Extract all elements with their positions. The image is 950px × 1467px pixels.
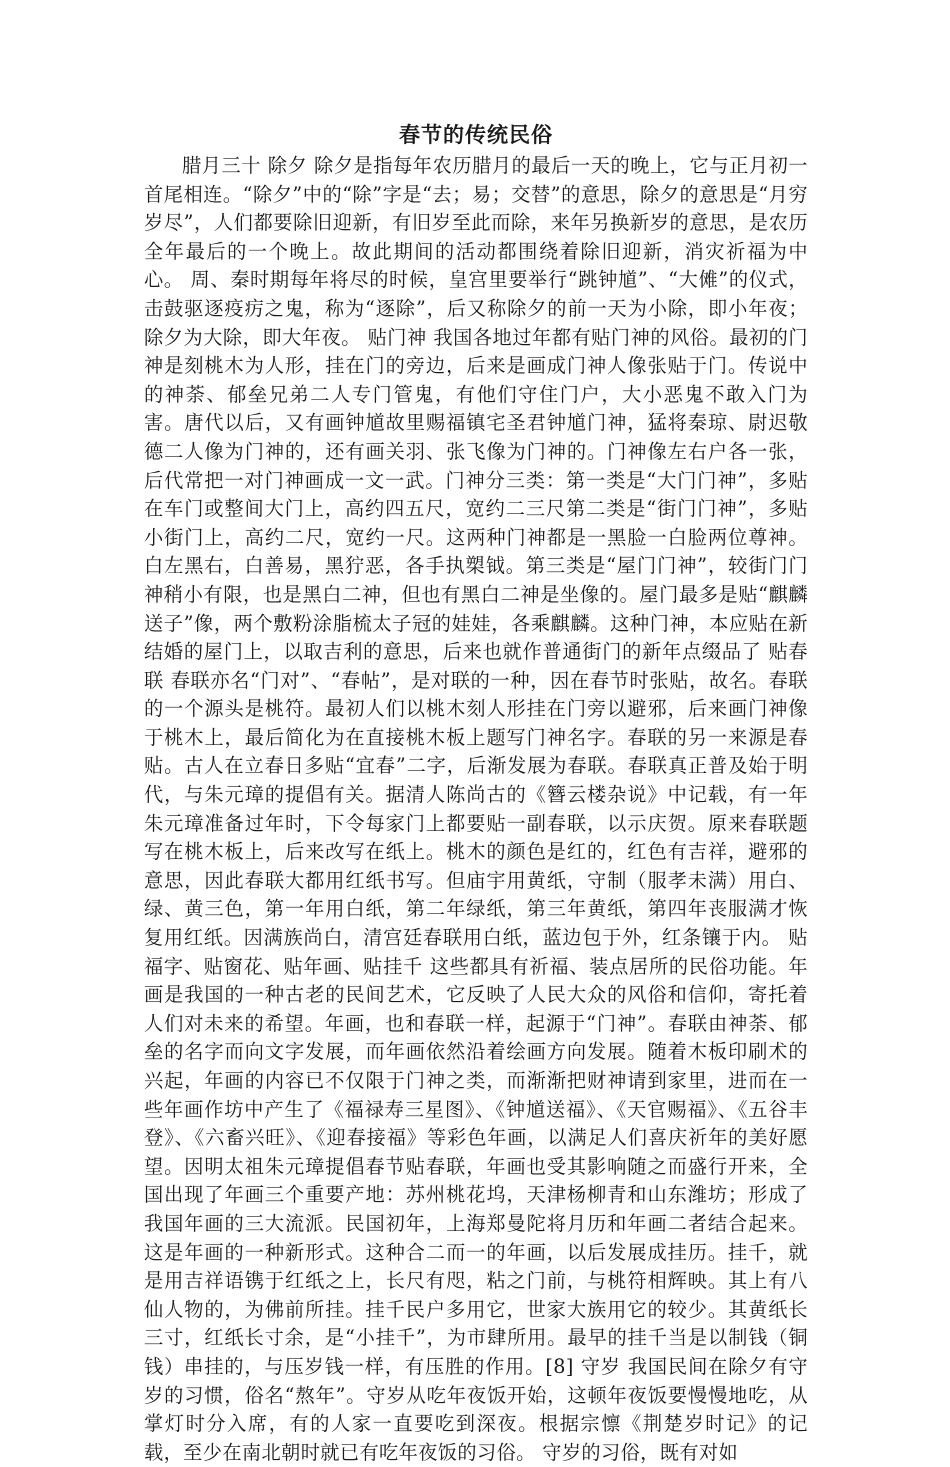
document-page (144, 118, 808, 1467)
document-title: 春节的传统民俗 (399, 122, 553, 147)
document-body: 腊月三十 除夕 除夕是指每年农历腊月的最后一天的晚上，它与正月初一首尾相连。“除夕”中的“除”字是“去；易；交替”的意思，除夕的意思是“月穷岁尽”，人们都要除旧迎新，有旧岁至此而除，来年另换新岁的意思，是农历全年最后的一个晚上。故此期间的活动都围绕着除旧迎新，消灾祈福为中心。 周、秦时期每年将尽的时候，皇宫里要举行“跳钟馗”、“大傩”的仪式，击鼓驱逐疫疠之鬼，称为“逐除”，后又称除夕的前一天为小除，即小年夜；除夕为大除，即大年夜。 贴门神 我国各地过年都有贴门神的风俗。最初的门神是刻桃木为人形，挂在门的旁边，后来是画成门神人像张贴于门。传说中的神荼、郁垒兄弟二人专门管鬼，有他们守住门户，大小恶鬼不敢入门为害。唐代以后，又有画钟馗故里赐福镇宅圣君钟馗门神，猛将秦琼、尉迟敬德二人像为门神的，还有画关羽、张飞像为门神的。门神像左右户各一张，后代常把一对门神画成一文一武。门神分三类：第一类是“大门门神”，多贴在车门或整间大门上，高约四五尺，宽约二三尺第二类是“街门门神”，多贴小街门上，高约二尺，宽约一尺。这两种门神都是一黑脸一白脸两位尊神。白左黑右，白善易，黑狞恶，各手执槊钺。第三类是“屋门门神”，较街门门神稍小有限，也是黑白二神，但也有黑白二神是坐像的。屋门最多是贴“麒麟送子”像，两个敷粉涂脂梳太子冠的娃娃，各乘麒麟。这种门神，本应贴在新结婚的屋门上，以取吉利的意思，后来也就作普通街门的新年点缀品了 贴春联 春联亦名“门对”、“春帖”，是对联的一种，因在春节时张贴，故名。春联的一个源头是桃符。最初人们以桃木刻人形挂在门旁以避邪，后来画门神像于桃木上，最后简化为在直接桃木板上题写门神名字。春联的另一来源是春贴。古人在立春日多贴“宜春”二字，后渐发展为春联。春联真正普及始于明代，与朱元璋的提倡有关。据清人陈尚古的《簪云楼杂说》中记载，有一年朱元璋准备过年时，下令每家门上都要贴一副春联，以示庆贺。原来春联题写在桃木板上，后来改写在纸上。桃木的颜色是红的，红色有吉祥，避邪的意思，因此春联大都用红纸书写。但庙宇用黄纸，守制（服孝未满）用白、绿、黄三色，第一年用白纸，第二年绿纸，第三年黄纸，第四年丧服满才恢复用红纸。因满族尚白，清宫廷春联用白纸，蓝边包于外，红条镶于内。 贴福字、贴窗花、贴年画、贴挂千 这些都具有祈福、装点居所的民俗功能。年画是我国的一种古老的民间艺术，它反映了人民大众的风俗和信仰，寄托着人们对未来的希望。年画，也和春联一样，起源于“门神”。春联由神荼、郁垒的名字而向文字发展，而年画依然沿着绘画方向发展。随着木板印刷术的兴起，年画的内容已不仅限于门神之类，而渐渐把财神请到家里，进而在一些年画作坊中产生了《福禄寿三星图》、《钟馗送福》、《天官赐福》、《五谷丰登》、《六畜兴旺》、《迎春接福》等彩色年画，以满足人们喜庆祈年的美好愿望。因明太祖朱元璋提倡春节贴春联，年画也受其影响随之而盛行开来，全国出现了年画三个重要产地：苏州桃花坞，天津杨柳青和山东潍坊；形成了我国年画的三大流派。民国初年，上海郑曼陀将月历和年画二者结合起来。这是年画的一种新形式。这种合二而一的年画，以后发展成挂历。挂千，就是用吉祥语镌于红纸之上，长尺有咫，粘之门前，与桃符相辉映。其上有八仙人物的，为佛前所挂。挂千民户多用它，世家大族用它的较少。其黄纸长三寸，红纸长寸余，是“小挂千”，为市肆所用。最早的挂千当是以制钱（铜钱）串挂的，与压岁钱一样，有压胜的作用。[8] 守岁 我国民间在除夕有守岁的习惯，俗名“熬年”。守岁从吃年夜饭开始，这顿年夜饭要慢慢地吃，从掌灯时分入席，有的人家一直要吃到深夜。根据宗懔《荆楚岁时记》的记载，至少在南北朝时就已有吃年夜饭的习俗。 守岁的习俗，既有对如 (144, 154, 808, 1464)
